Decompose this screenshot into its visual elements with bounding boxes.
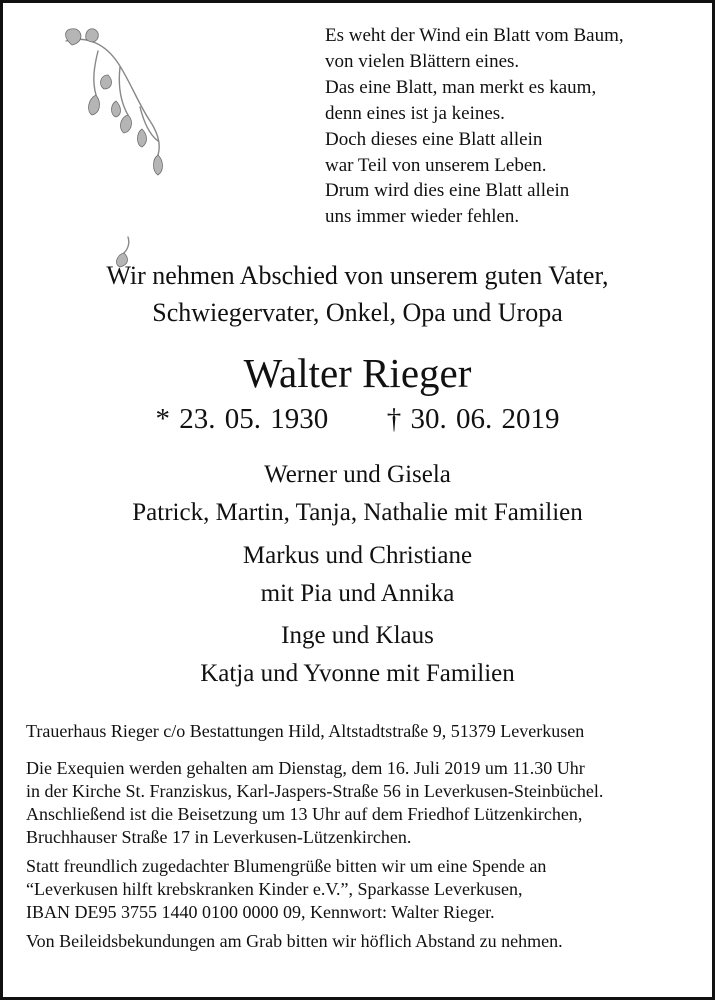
donation-line: IBAN DE95 3755 1440 0100 0000 09, Kennwort: Walter Rieger. (26, 902, 495, 922)
donation-line: “Leverkusen hilft krebskranken Kinder e.V.”, Sparkasse Leverkusen, (26, 879, 523, 899)
mourner-line: Patrick, Martin, Tanja, Nathalie mit Familien (132, 499, 583, 526)
mourner-group (3, 617, 712, 693)
poem-line: Drum wird dies eine Blatt allein (325, 180, 570, 202)
details (26, 720, 603, 953)
poem-line: denn eines ist ja keines. (325, 102, 505, 124)
poem-line: von vielen Blättern eines. (325, 50, 520, 72)
death-symbol: † (386, 403, 402, 435)
donation-line: Statt freundlich zugedachter Blumengrüße bitten wir um eine Spende an (26, 856, 547, 876)
farewell-line: Schwiegervater, Onkel, Opa und Uropa (152, 298, 563, 327)
farewell-text (3, 257, 712, 331)
poem-line: Doch dieses eine Blatt allein (325, 128, 543, 150)
deceased-name: Walter Rieger (243, 350, 472, 396)
birch-branch-icon (58, 23, 178, 268)
service-info (26, 757, 603, 849)
mourner-group (3, 456, 712, 532)
mourning-address: Trauerhaus Rieger c/o Bestattungen Hild, Altstadtstraße 9, 51379 Leverkusen (26, 721, 585, 741)
mourner-line: Katja und Yvonne mit Familien (200, 660, 515, 687)
donation-info (26, 855, 603, 924)
mourner-line: mit Pia und Annika (260, 580, 455, 607)
poem-line: Das eine Blatt, man merkt es kaum, (325, 76, 597, 98)
poem-line: uns immer wieder fehlen. (325, 206, 520, 228)
mourner-line: Werner und Gisela (264, 461, 451, 488)
mourner-line: Markus und Christiane (242, 542, 473, 569)
poem (325, 23, 624, 230)
farewell-line: Wir nehmen Abschied von unserem guten Vater, (106, 261, 609, 290)
mourner-group (3, 537, 712, 613)
service-line: in der Kirche St. Franziskus, Karl-Jaspers-Straße 56 in Leverkusen-Steinbüchel. (26, 781, 604, 801)
birth-symbol: * (155, 403, 170, 435)
service-line: Bruchhauser Straße 17 in Leverkusen-Lützenkirchen. (26, 827, 412, 847)
service-line: Anschließend ist die Beisetzung um 13 Uhr auf dem Friedhof Lützenkirchen, (26, 804, 583, 824)
life-dates (3, 401, 712, 437)
poem-line: war Teil von unserem Leben. (325, 154, 547, 176)
birth-date: 23. 05. 1930 (179, 403, 329, 435)
poem-line: Es weht der Wind ein Blatt vom Baum, (325, 25, 624, 46)
death-date: 30. 06. 2019 (410, 403, 560, 435)
service-line: Die Exequien werden gehalten am Dienstag, dem 16. Juli 2019 um 11.30 Uhr (26, 758, 585, 778)
closing-note: Von Beileidsbekundungen am Grab bitten wir höflich Abstand zu nehmen. (26, 931, 563, 951)
mourner-line: Inge und Klaus (281, 622, 434, 649)
